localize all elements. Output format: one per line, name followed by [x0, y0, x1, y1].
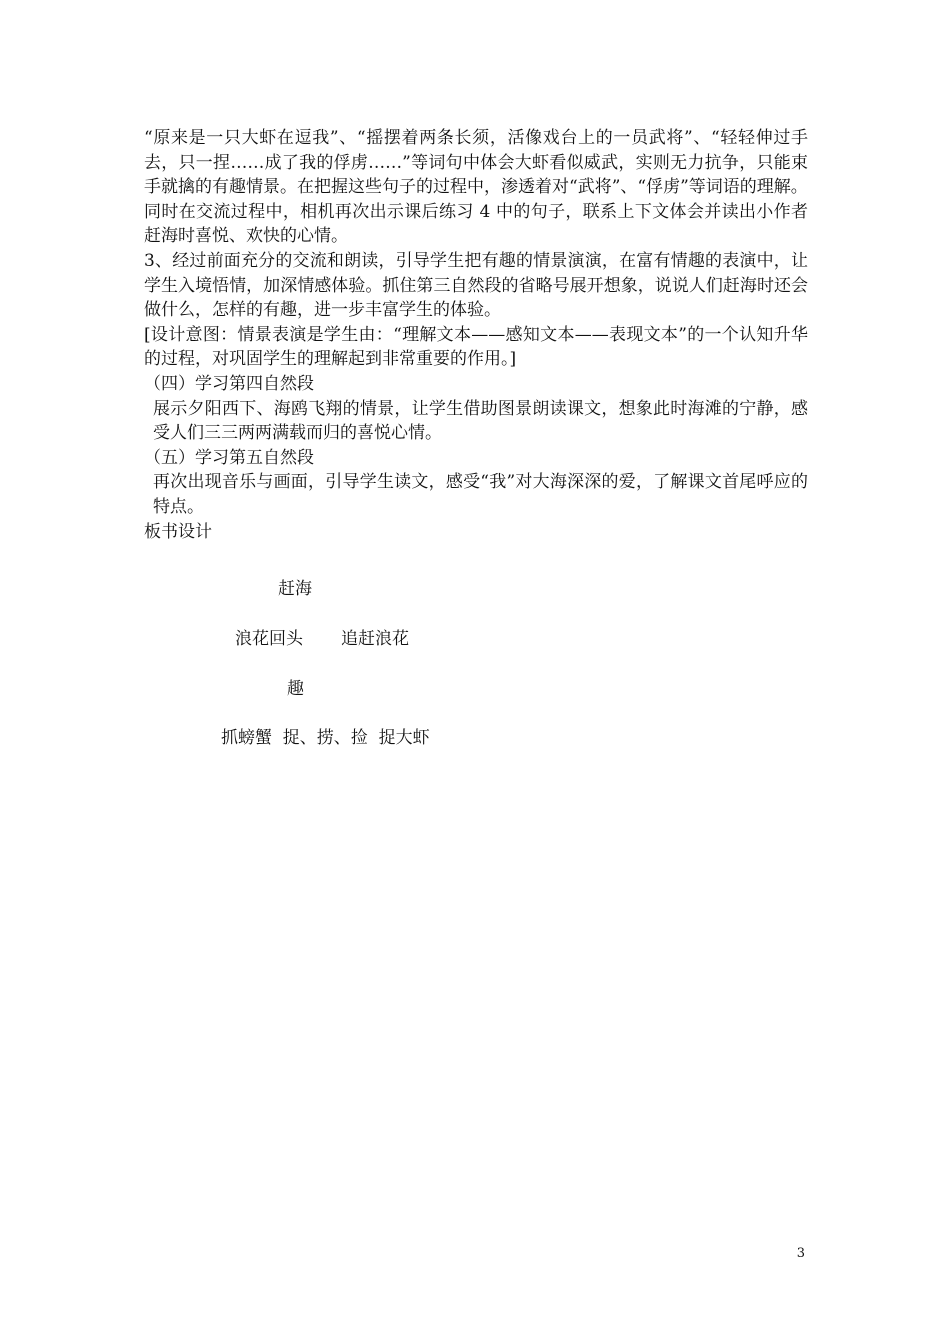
- board-bottom-phrase: 抓螃蟹 捉、捞、捡 捉大虾: [221, 728, 430, 748]
- page-number: 3: [796, 1246, 805, 1261]
- paragraph-performance: 3、经过前面充分的交流和朗读，引导学生把有趣的情景演演，在富有情趣的表演中，让学生入境悟情，加深情感体验。抓住第三自然段的省略号展开想象，说说人们赶海时还会做什么，怎样的有趣，进一步丰富学生的体验。: [144, 250, 808, 321]
- paragraph-quotes: “原来是一只大虾在逗我”、“摇摆着两条长须，活像戏台上的一员武将”、“轻轻伸过手去，只一捏……成了我的俘虏……”等词句中体会大虾看似威武，实则无力抗争，只能束手就擒的有趣情景。在把握这些句子的过程中，渗透着对“武将”、“俘虏”等词语的理解。: [144, 128, 808, 198]
- board-right-phrase: 追赶浪花: [341, 629, 409, 649]
- paragraph-section-four: 展示夕阳西下、海鸥飞翔的情景，让学生借助图景朗读课文，想象此时海滩的宁静，感受人们三三两两满载而归的喜悦心情。: [153, 398, 808, 444]
- paragraph-design-intent: [设计意图：情景表演是学生由：“理解文本——感知文本——表现文本”的一个认知升华的过程，对巩固学生的理解起到非常重要的作用。]: [144, 324, 808, 370]
- board-left-phrase: 浪花回头: [235, 629, 303, 649]
- board-design-heading: 板书设计: [144, 521, 212, 542]
- section-heading-five: （五）学习第五自然段: [144, 447, 314, 468]
- board-title: 赶海: [278, 579, 312, 599]
- board-center-word: 趣: [287, 679, 304, 699]
- section-heading-four: （四）学习第四自然段: [144, 373, 314, 394]
- paragraph-section-five: 再次出现音乐与画面，引导学生读文，感受“我”对大海深深的爱，了解课文首尾呼应的特点。: [153, 472, 808, 517]
- paragraph-exercise: 同时在交流过程中，相机再次出示课后练习 4 中的句子，联系上下文体会并读出小作者赶海时喜悦、欢快的心情。: [144, 201, 808, 247]
